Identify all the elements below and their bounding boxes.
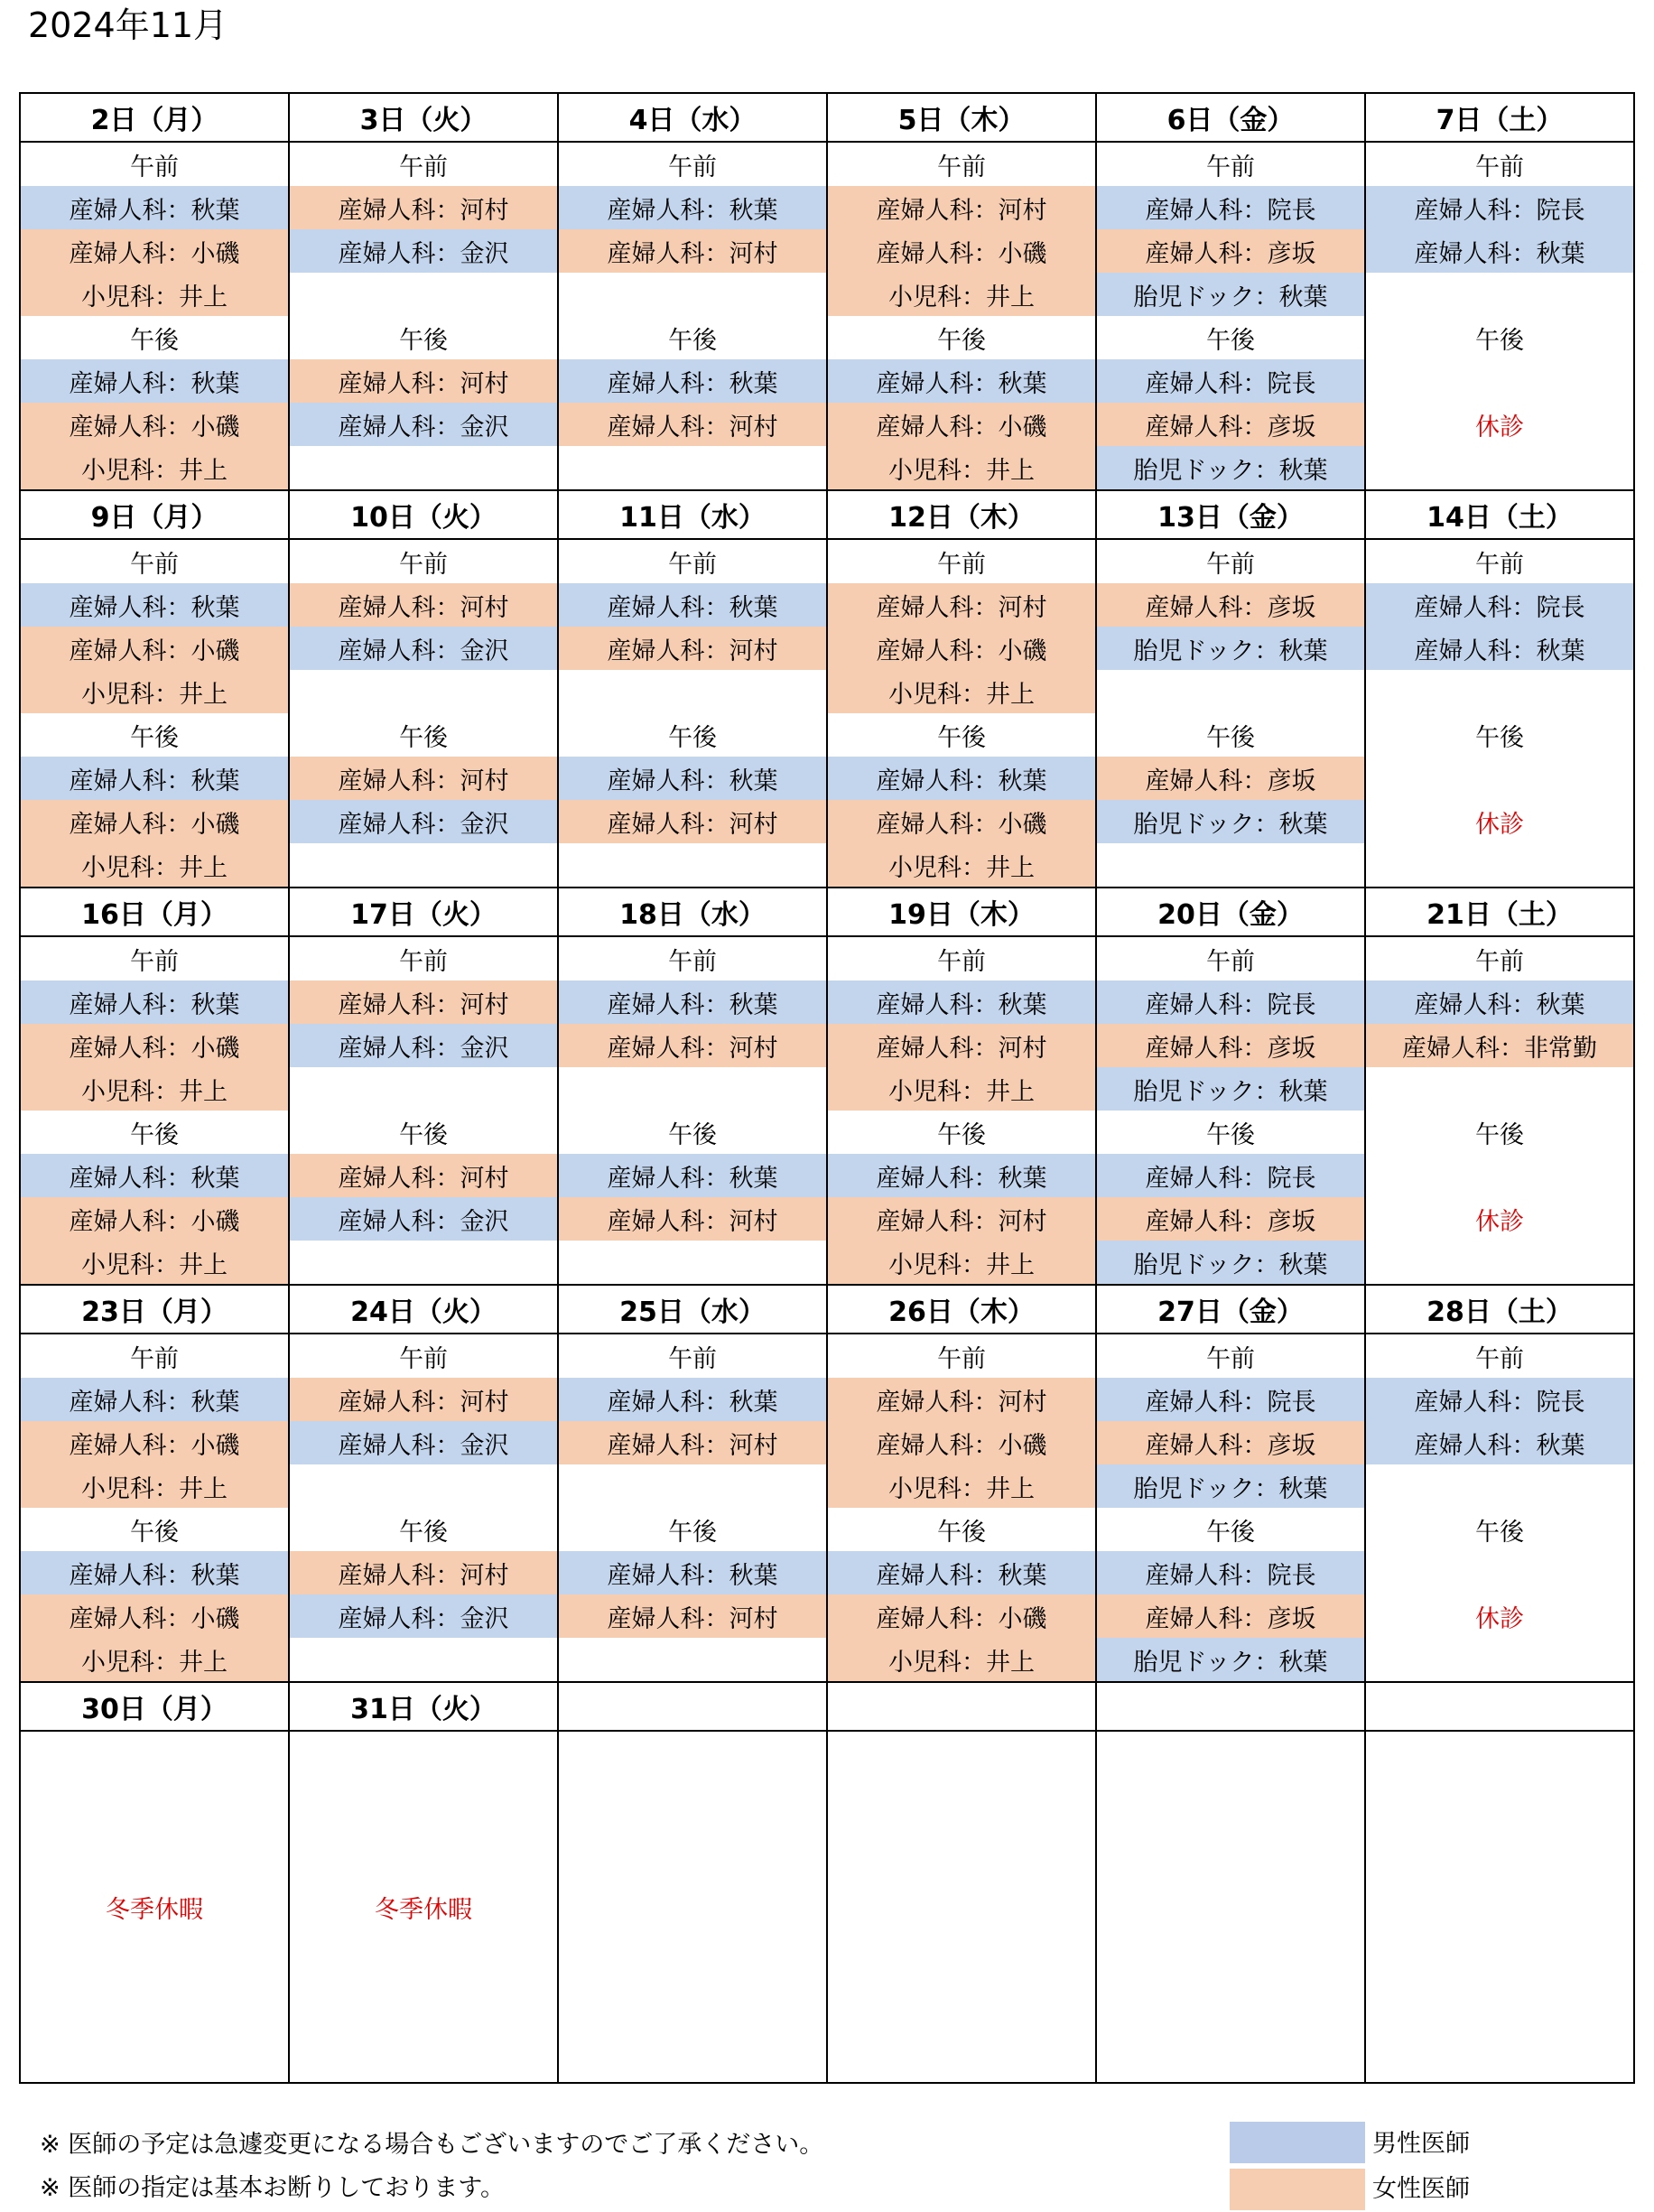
doctor-slot: 胎児ドック：秋葉 [1096,800,1365,843]
doctor-slot: 胎児ドック：秋葉 [1096,627,1365,670]
period-pm-label: 午後 [558,1508,827,1551]
doctor-slot: 産婦人科：金沢 [289,1594,558,1638]
doctor-slot: 産婦人科：秋葉 [558,981,827,1024]
day-header: 21日（土） [1365,888,1634,936]
slot-row [20,670,1634,713]
period-am-label: 午前 [1365,539,1634,583]
period-row [20,539,1634,583]
doctor-slot: 産婦人科：河村 [827,1024,1096,1067]
doctor-slot: 産婦人科：河村 [827,186,1096,229]
day-header: 2日（月） [20,93,289,142]
doctor-slot: 小児科：井上 [20,1464,289,1508]
doctor-slot: 産婦人科：河村 [558,1594,827,1638]
day-header: 12日（木） [827,490,1096,539]
slot-row [20,1067,1634,1111]
day-header: 20日（金） [1096,888,1365,936]
footnote-schedule-change: ※ 医師の予定は急遽変更になる場合もございますのでご了承ください。 [40,2131,824,2159]
doctor-slot [1365,1464,1634,1508]
doctor-slot: 産婦人科：彦坂 [1096,1594,1365,1638]
doctor-slot: 産婦人科：院長 [1096,1154,1365,1197]
slot-row [20,1464,1634,1508]
period-am-label: 午前 [1096,936,1365,981]
doctor-slot: 産婦人科：河村 [558,1024,827,1067]
doctor-slot: 産婦人科：秋葉 [827,359,1096,403]
doctor-slot: 産婦人科：秋葉 [558,186,827,229]
doctor-slot: 産婦人科：秋葉 [20,757,289,800]
closed-label: 休診 [1365,757,1634,888]
period-am-label: 午前 [20,1334,289,1378]
slot-row [20,1154,1634,1197]
period-row [20,316,1634,359]
day-header: 10日（火） [289,490,558,539]
holiday-note: 冬季休暇 [20,1731,289,2083]
slot-row [20,627,1634,670]
doctor-slot: 産婦人科：院長 [1096,359,1365,403]
day-header: 25日（水） [558,1285,827,1334]
holiday-note [827,1731,1096,2083]
doctor-slot: 産婦人科：河村 [827,1378,1096,1421]
slot-row [20,359,1634,403]
doctor-slot: 産婦人科：秋葉 [1365,229,1634,273]
doctor-slot: 産婦人科：小磯 [20,1594,289,1638]
legend-male-label: 男性医師 [1372,2130,1470,2158]
period-pm-label: 午後 [289,1508,558,1551]
doctor-slot: 産婦人科：秋葉 [20,981,289,1024]
day-header: 3日（火） [289,93,558,142]
doctor-slot: 産婦人科：秋葉 [558,1378,827,1421]
doctor-slot [1365,273,1634,316]
period-pm-label: 午後 [1096,316,1365,359]
doctor-slot: 産婦人科：河村 [827,1197,1096,1241]
day-header: 9日（月） [20,490,289,539]
day-header: 26日（木） [827,1285,1096,1334]
period-am-label: 午前 [1365,142,1634,186]
day-header: 6日（金） [1096,93,1365,142]
doctor-slot: 産婦人科：秋葉 [827,1154,1096,1197]
doctor-slot: 小児科：井上 [20,1241,289,1285]
period-pm-label: 午後 [20,316,289,359]
period-pm-label: 午後 [20,713,289,757]
day-header-row [20,1285,1634,1334]
day-header: 16日（月） [20,888,289,936]
doctor-slot: 産婦人科：金沢 [289,229,558,273]
doctor-slot: 産婦人科：秋葉 [1365,981,1634,1024]
doctor-slot: 産婦人科：小磯 [827,229,1096,273]
period-pm-label: 午後 [827,713,1096,757]
doctor-slot: 産婦人科：小磯 [20,403,289,446]
period-am-label: 午前 [558,142,827,186]
doctor-slot: 産婦人科：彦坂 [1096,1197,1365,1241]
doctor-slot: 小児科：井上 [827,1241,1096,1285]
day-header: 14日（土） [1365,490,1634,539]
doctor-slot: 小児科：井上 [827,273,1096,316]
doctor-slot: 産婦人科：河村 [558,229,827,273]
doctor-slot [289,1638,558,1682]
doctor-slot: 産婦人科：金沢 [289,627,558,670]
doctor-slot: 産婦人科：小磯 [827,1594,1096,1638]
holiday-note: 冬季休暇 [289,1731,558,2083]
day-header: 13日（金） [1096,490,1365,539]
doctor-slot [558,1241,827,1285]
doctor-slot: 産婦人科：秋葉 [20,1154,289,1197]
doctor-slot: 産婦人科：河村 [289,1378,558,1421]
slot-row [20,229,1634,273]
holiday-note [1096,1731,1365,2083]
doctor-slot: 産婦人科：院長 [1096,1551,1365,1594]
period-pm-label: 午後 [1365,713,1634,757]
doctor-slot: 産婦人科：彦坂 [1096,1024,1365,1067]
period-row [20,1334,1634,1378]
doctor-slot: 産婦人科：河村 [289,583,558,627]
doctor-slot: 小児科：井上 [20,1067,289,1111]
period-pm-label: 午後 [289,316,558,359]
doctor-slot: 胎児ドック：秋葉 [1096,1638,1365,1682]
period-row [20,1111,1634,1154]
closed-label: 休診 [1365,359,1634,490]
doctor-slot: 胎児ドック：秋葉 [1096,1241,1365,1285]
doctor-slot [289,446,558,490]
slot-row [20,1024,1634,1067]
doctor-slot: 産婦人科：院長 [1365,583,1634,627]
period-pm-label: 午後 [827,1508,1096,1551]
doctor-slot: 産婦人科：彦坂 [1096,583,1365,627]
slot-row [20,1551,1634,1594]
period-row [20,1508,1634,1551]
doctor-slot: 産婦人科：小磯 [20,1197,289,1241]
doctor-slot: 産婦人科：秋葉 [1365,1421,1634,1464]
doctor-slot: 産婦人科：院長 [1365,1378,1634,1421]
doctor-slot: 産婦人科：小磯 [20,627,289,670]
day-header: 7日（土） [1365,93,1634,142]
doctor-slot: 産婦人科：院長 [1096,981,1365,1024]
doctor-slot: 産婦人科：秋葉 [20,1378,289,1421]
period-row [20,713,1634,757]
doctor-slot: 産婦人科：秋葉 [20,583,289,627]
period-am-label: 午前 [20,936,289,981]
period-pm-label: 午後 [1365,316,1634,359]
doctor-slot: 産婦人科：彦坂 [1096,229,1365,273]
doctor-slot: 産婦人科：彦坂 [1096,757,1365,800]
period-am-label: 午前 [827,936,1096,981]
holiday-row [20,1731,1634,2083]
doctor-slot [558,843,827,888]
doctor-slot: 産婦人科：河村 [289,981,558,1024]
doctor-slot [1365,670,1634,713]
day-header: 27日（金） [1096,1285,1365,1334]
day-header: 18日（水） [558,888,827,936]
day-header-row [20,1682,1634,1731]
holiday-note [1365,1731,1634,2083]
schedule-table [19,92,1635,2084]
doctor-slot: 産婦人科：彦坂 [1096,1421,1365,1464]
doctor-slot: 胎児ドック：秋葉 [1096,446,1365,490]
period-am-label: 午前 [1365,936,1634,981]
period-am-label: 午前 [827,142,1096,186]
doctor-slot: 産婦人科：金沢 [289,403,558,446]
doctor-slot: 産婦人科：秋葉 [558,583,827,627]
period-pm-label: 午後 [20,1508,289,1551]
period-pm-label: 午後 [827,1111,1096,1154]
doctor-slot: 胎児ドック：秋葉 [1096,273,1365,316]
footnote-doctor-request: ※ 医師の指定は基本お断りしております。 [40,2174,506,2202]
doctor-slot: 産婦人科：秋葉 [558,1154,827,1197]
doctor-slot: 産婦人科：小磯 [827,800,1096,843]
page-title: 2024年11月 [28,5,228,45]
doctor-slot: 産婦人科：秋葉 [558,757,827,800]
doctor-slot: 産婦人科：小磯 [20,229,289,273]
doctor-slot: 産婦人科：非常勤 [1365,1024,1634,1067]
doctor-slot [558,273,827,316]
doctor-slot: 産婦人科：小磯 [827,627,1096,670]
doctor-slot: 小児科：井上 [20,843,289,888]
doctor-slot: 産婦人科：秋葉 [20,1551,289,1594]
day-header: 24日（火） [289,1285,558,1334]
period-am-label: 午前 [558,1334,827,1378]
day-header-row [20,93,1634,142]
legend-female-label: 女性医師 [1372,2175,1470,2203]
holiday-note [558,1731,827,2083]
doctor-slot: 産婦人科：河村 [558,627,827,670]
doctor-slot [289,843,558,888]
doctor-slot [289,1241,558,1285]
doctor-slot: 産婦人科：河村 [289,359,558,403]
period-am-label: 午前 [1096,539,1365,583]
slot-row [20,1421,1634,1464]
doctor-slot: 胎児ドック：秋葉 [1096,1464,1365,1508]
doctor-slot: 産婦人科：金沢 [289,1197,558,1241]
period-am-label: 午前 [289,1334,558,1378]
day-header: 19日（木） [827,888,1096,936]
doctor-slot [289,1464,558,1508]
doctor-slot: 小児科：井上 [20,273,289,316]
doctor-slot [1365,1067,1634,1111]
period-am-label: 午前 [827,1334,1096,1378]
doctor-slot [1096,843,1365,888]
slot-row [20,757,1634,800]
slot-row [20,1378,1634,1421]
period-am-label: 午前 [1365,1334,1634,1378]
period-pm-label: 午後 [558,316,827,359]
doctor-slot: 産婦人科：秋葉 [558,359,827,403]
doctor-slot: 産婦人科：金沢 [289,1024,558,1067]
period-am-label: 午前 [827,539,1096,583]
closed-label: 休診 [1365,1551,1634,1682]
period-row [20,936,1634,981]
doctor-slot: 産婦人科：秋葉 [558,1551,827,1594]
period-pm-label: 午後 [558,713,827,757]
period-pm-label: 午後 [1096,1508,1365,1551]
period-am-label: 午前 [558,539,827,583]
period-pm-label: 午後 [289,713,558,757]
doctor-slot: 小児科：井上 [827,843,1096,888]
doctor-slot: 産婦人科：小磯 [20,800,289,843]
doctor-slot: 小児科：井上 [827,670,1096,713]
day-header [1096,1682,1365,1731]
doctor-slot: 小児科：井上 [827,1067,1096,1111]
doctor-slot: 産婦人科：秋葉 [827,1551,1096,1594]
doctor-slot: 産婦人科：秋葉 [1365,627,1634,670]
doctor-slot: 胎児ドック：秋葉 [1096,1067,1365,1111]
doctor-slot: 小児科：井上 [827,1464,1096,1508]
doctor-slot: 産婦人科：金沢 [289,1421,558,1464]
day-header: 28日（土） [1365,1285,1634,1334]
doctor-slot: 産婦人科：小磯 [827,403,1096,446]
doctor-slot: 産婦人科：院長 [1096,186,1365,229]
day-header: 23日（月） [20,1285,289,1334]
period-pm-label: 午後 [1365,1111,1634,1154]
period-am-label: 午前 [1096,1334,1365,1378]
doctor-slot: 小児科：井上 [20,446,289,490]
slot-row [20,981,1634,1024]
doctor-slot: 産婦人科：河村 [558,1197,827,1241]
doctor-slot: 産婦人科：秋葉 [20,186,289,229]
slot-row [20,583,1634,627]
legend-male-swatch [1230,2122,1365,2163]
doctor-slot: 産婦人科：河村 [558,1421,827,1464]
doctor-slot: 産婦人科：院長 [1096,1378,1365,1421]
period-pm-label: 午後 [558,1111,827,1154]
doctor-slot: 産婦人科：金沢 [289,800,558,843]
day-header: 11日（水） [558,490,827,539]
doctor-slot: 産婦人科：河村 [558,403,827,446]
slot-row [20,186,1634,229]
doctor-slot: 産婦人科：秋葉 [20,359,289,403]
period-row [20,142,1634,186]
period-pm-label: 午後 [827,316,1096,359]
doctor-slot: 産婦人科：秋葉 [827,757,1096,800]
period-am-label: 午前 [1096,142,1365,186]
doctor-slot: 小児科：井上 [20,1638,289,1682]
doctor-slot: 産婦人科：彦坂 [1096,403,1365,446]
doctor-slot: 産婦人科：河村 [558,800,827,843]
closed-label: 休診 [1365,1154,1634,1285]
day-header: 30日（月） [20,1682,289,1731]
doctor-slot [289,273,558,316]
doctor-slot [558,1464,827,1508]
period-am-label: 午前 [20,539,289,583]
day-header: 17日（火） [289,888,558,936]
doctor-slot [558,1067,827,1111]
doctor-slot: 産婦人科：小磯 [20,1024,289,1067]
slot-row [20,273,1634,316]
doctor-slot: 小児科：井上 [827,446,1096,490]
doctor-slot: 産婦人科：秋葉 [827,981,1096,1024]
doctor-slot [558,1638,827,1682]
period-pm-label: 午後 [1365,1508,1634,1551]
doctor-slot [289,670,558,713]
doctor-slot: 産婦人科：河村 [289,1551,558,1594]
day-header: 4日（水） [558,93,827,142]
period-am-label: 午前 [289,936,558,981]
doctor-slot: 産婦人科：小磯 [20,1421,289,1464]
period-am-label: 午前 [20,142,289,186]
period-am-label: 午前 [289,142,558,186]
period-pm-label: 午後 [20,1111,289,1154]
period-pm-label: 午後 [289,1111,558,1154]
period-am-label: 午前 [558,936,827,981]
doctor-slot: 産婦人科：河村 [289,186,558,229]
doctor-slot: 産婦人科：院長 [1365,186,1634,229]
doctor-slot: 小児科：井上 [20,670,289,713]
period-am-label: 午前 [289,539,558,583]
doctor-slot [558,670,827,713]
doctor-slot [1096,670,1365,713]
day-header [827,1682,1096,1731]
doctor-slot [558,446,827,490]
doctor-slot: 産婦人科：河村 [827,583,1096,627]
day-header: 31日（火） [289,1682,558,1731]
day-header [558,1682,827,1731]
day-header-row [20,490,1634,539]
period-pm-label: 午後 [1096,713,1365,757]
doctor-slot: 小児科：井上 [827,1638,1096,1682]
day-header: 5日（木） [827,93,1096,142]
day-header [1365,1682,1634,1731]
doctor-slot: 産婦人科：河村 [289,1154,558,1197]
doctor-slot: 産婦人科：小磯 [827,1421,1096,1464]
doctor-slot: 産婦人科：河村 [289,757,558,800]
doctor-slot [289,1067,558,1111]
legend-female-swatch [1230,2169,1365,2210]
period-pm-label: 午後 [1096,1111,1365,1154]
day-header-row [20,888,1634,936]
